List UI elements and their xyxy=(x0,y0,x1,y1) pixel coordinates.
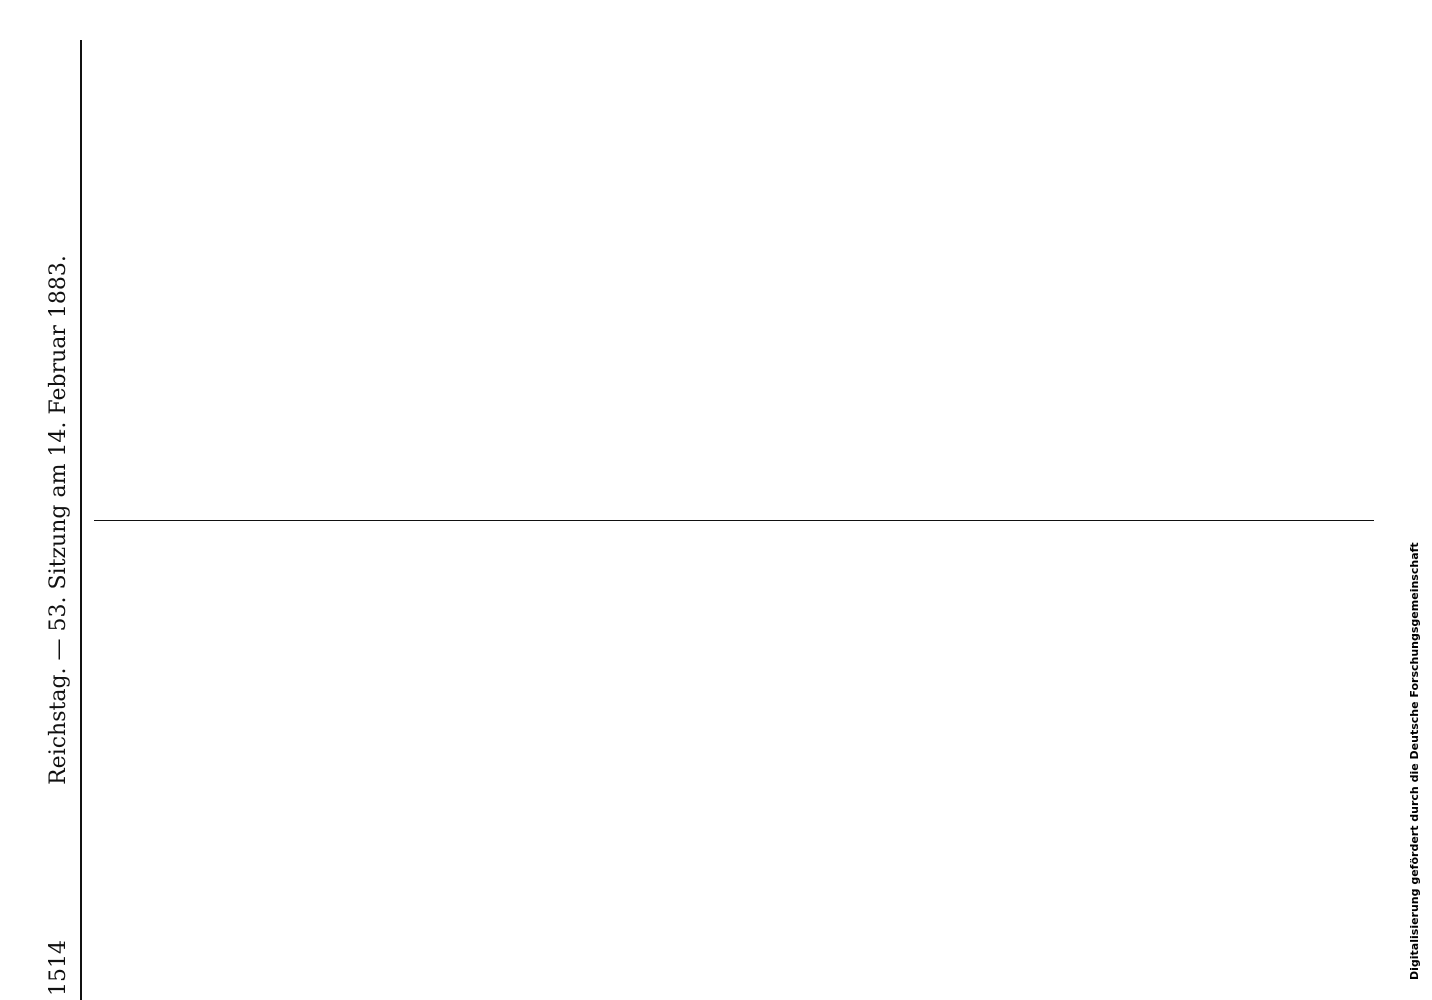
page-header xyxy=(40,40,82,1000)
running-title: Reichstag. — 53. Sitzung am 14. Februar 1883. xyxy=(46,255,71,785)
text-column-right xyxy=(94,40,1374,500)
imprint-text: Digitalisierung gefördert durch die Deutsche Forschungsgemeinschaft xyxy=(1408,542,1421,980)
page-number: 1514 xyxy=(46,940,71,996)
digitization-imprint xyxy=(1408,20,1426,980)
document-page xyxy=(40,40,1385,1000)
column-divider xyxy=(94,520,1374,521)
text-column-left xyxy=(94,540,1374,1000)
